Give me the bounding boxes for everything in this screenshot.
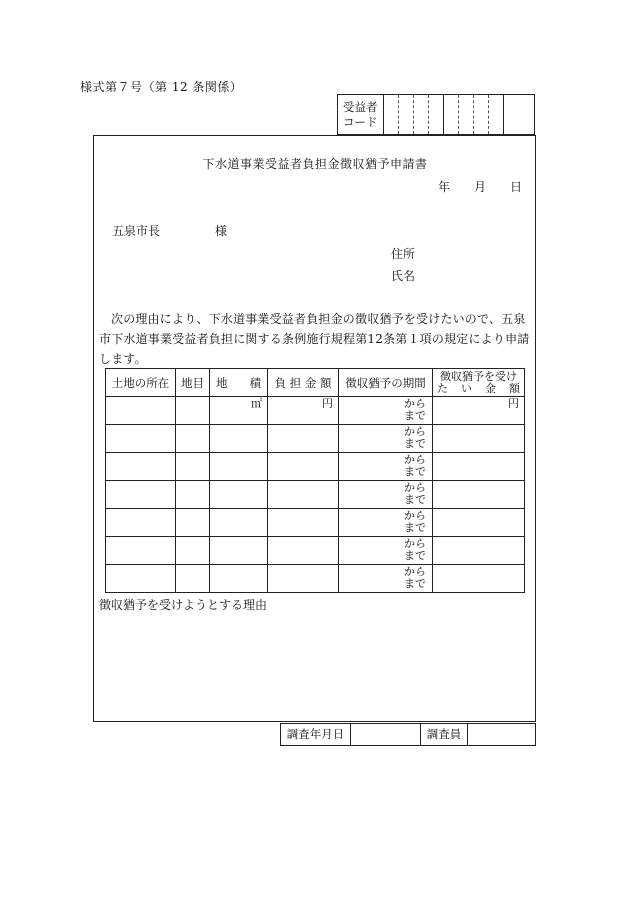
code-digit-cell[interactable]	[444, 95, 459, 134]
desired-amount-cell[interactable]	[433, 453, 525, 481]
header-charge: 負 担 金 額	[268, 369, 339, 397]
area-cell[interactable]	[210, 453, 268, 481]
charge-cell[interactable]	[268, 425, 339, 453]
form-title: 下水道事業受益者負担金徴収猶予申請書	[202, 157, 428, 171]
office-use-footer	[280, 723, 536, 746]
charge-unit: 円	[322, 397, 333, 410]
area-cell[interactable]	[210, 397, 268, 425]
land-type-cell[interactable]	[176, 453, 210, 481]
location-cell[interactable]	[106, 397, 176, 425]
code-digit-cell[interactable]	[504, 95, 534, 134]
survey-date-label: 調査年月日	[281, 724, 351, 745]
period-from-label: から	[404, 397, 426, 410]
code-digit-cell[interactable]	[384, 95, 399, 134]
reason-label: 徴収猶予を受けようとする理由	[99, 598, 268, 612]
header-desired-char: た	[437, 381, 448, 395]
header-desired-line1: 徴収猶予を受け	[440, 369, 517, 383]
header-location: 土地の所在	[106, 369, 176, 397]
application-statement: 次の理由により、下水道事業受益者負担金の徴収猶予を受けたいので、五泉市下水道事業受益者負担に関する条例施行規程第12条第１項の規定により申請します。	[99, 312, 530, 366]
period-to-label: まで	[404, 549, 426, 562]
charge-cell[interactable]	[268, 481, 339, 509]
area-cell[interactable]	[210, 537, 268, 565]
land-type-cell[interactable]	[176, 397, 210, 425]
table-row	[106, 453, 525, 481]
code-digit-cell[interactable]	[399, 95, 414, 134]
area-cell[interactable]	[210, 481, 268, 509]
survey-date-field[interactable]	[351, 724, 421, 745]
location-cell[interactable]	[106, 509, 176, 537]
period-to-label: まで	[404, 409, 426, 422]
header-land-type: 地目	[176, 369, 210, 397]
period-to-label: まで	[404, 493, 426, 506]
location-cell[interactable]	[106, 537, 176, 565]
addressee-mayor: 五泉市長	[112, 224, 161, 238]
location-cell[interactable]	[106, 425, 176, 453]
land-type-cell[interactable]	[176, 509, 210, 537]
addressee-honorific: 様	[215, 224, 228, 238]
code-label-line1: 受益者	[343, 100, 378, 114]
period-cell[interactable]	[339, 565, 433, 593]
desired-amount-cell[interactable]	[433, 425, 525, 453]
table-row	[106, 509, 525, 537]
area-cell[interactable]	[210, 509, 268, 537]
charge-cell[interactable]	[268, 453, 339, 481]
desired-amount-cell[interactable]	[433, 565, 525, 593]
land-type-cell[interactable]	[176, 481, 210, 509]
period-from-label: から	[404, 453, 426, 466]
charge-cell[interactable]	[268, 397, 339, 425]
date-year-label: 年	[438, 180, 451, 194]
code-digit-cell[interactable]	[489, 95, 504, 134]
date-month-label: 月	[474, 180, 487, 194]
table-row	[106, 481, 525, 509]
land-type-cell[interactable]	[176, 537, 210, 565]
land-type-cell[interactable]	[176, 425, 210, 453]
period-from-label: から	[404, 509, 426, 522]
period-cell[interactable]	[339, 481, 433, 509]
desired-amount-cell[interactable]	[433, 481, 525, 509]
header-period: 徴収猶予の期間	[339, 369, 433, 397]
desired-amount-cell[interactable]	[433, 537, 525, 565]
beneficiary-code-box	[337, 94, 535, 135]
code-digit-cell[interactable]	[414, 95, 429, 134]
area-unit: ㎡	[251, 397, 262, 410]
application-table	[105, 368, 525, 593]
period-cell[interactable]	[339, 509, 433, 537]
period-cell[interactable]	[339, 453, 433, 481]
header-desired-char: 額	[509, 381, 520, 395]
table-header-row	[106, 369, 525, 397]
header-desired-amount	[433, 369, 525, 397]
desired-amount-cell[interactable]	[433, 509, 525, 537]
form-number-label: 様式第７号（第 12 条関係）	[80, 80, 243, 94]
period-from-label: から	[404, 481, 426, 494]
period-to-label: まで	[404, 577, 426, 590]
header-area-part2: 積	[249, 375, 261, 390]
address-label: 住所	[391, 247, 416, 261]
charge-cell[interactable]	[268, 537, 339, 565]
location-cell[interactable]	[106, 565, 176, 593]
area-cell[interactable]	[210, 565, 268, 593]
period-from-label: から	[404, 425, 426, 438]
code-digit-cell[interactable]	[459, 95, 474, 134]
location-cell[interactable]	[106, 453, 176, 481]
period-to-label: まで	[404, 465, 426, 478]
charge-cell[interactable]	[268, 565, 339, 593]
area-cell[interactable]	[210, 425, 268, 453]
name-label: 氏名	[391, 269, 416, 283]
table-row	[106, 537, 525, 565]
code-digit-cell[interactable]	[429, 95, 444, 134]
period-cell[interactable]	[339, 425, 433, 453]
desired-amount-cell[interactable]	[433, 397, 525, 425]
location-cell[interactable]	[106, 481, 176, 509]
surveyor-label: 調査員	[421, 724, 468, 745]
period-from-label: から	[404, 537, 426, 550]
code-digit-cell[interactable]	[474, 95, 489, 134]
table-row	[106, 425, 525, 453]
desired-amount-unit: 円	[508, 397, 519, 410]
period-cell[interactable]	[339, 537, 433, 565]
code-label-line2: コード	[343, 115, 378, 129]
period-to-label: まで	[404, 437, 426, 450]
header-area-part1: 地	[216, 375, 228, 390]
date-day-label: 日	[510, 180, 523, 194]
charge-cell[interactable]	[268, 509, 339, 537]
period-cell[interactable]	[339, 397, 433, 425]
table-row	[106, 565, 525, 593]
header-desired-char: い	[461, 381, 472, 395]
header-desired-char: 金	[485, 381, 496, 395]
land-type-cell[interactable]	[176, 565, 210, 593]
period-from-label: から	[404, 565, 426, 578]
table-row	[106, 397, 525, 425]
surveyor-field[interactable]	[468, 724, 535, 745]
beneficiary-code-label	[338, 95, 384, 134]
period-to-label: まで	[404, 521, 426, 534]
header-area	[210, 369, 268, 397]
